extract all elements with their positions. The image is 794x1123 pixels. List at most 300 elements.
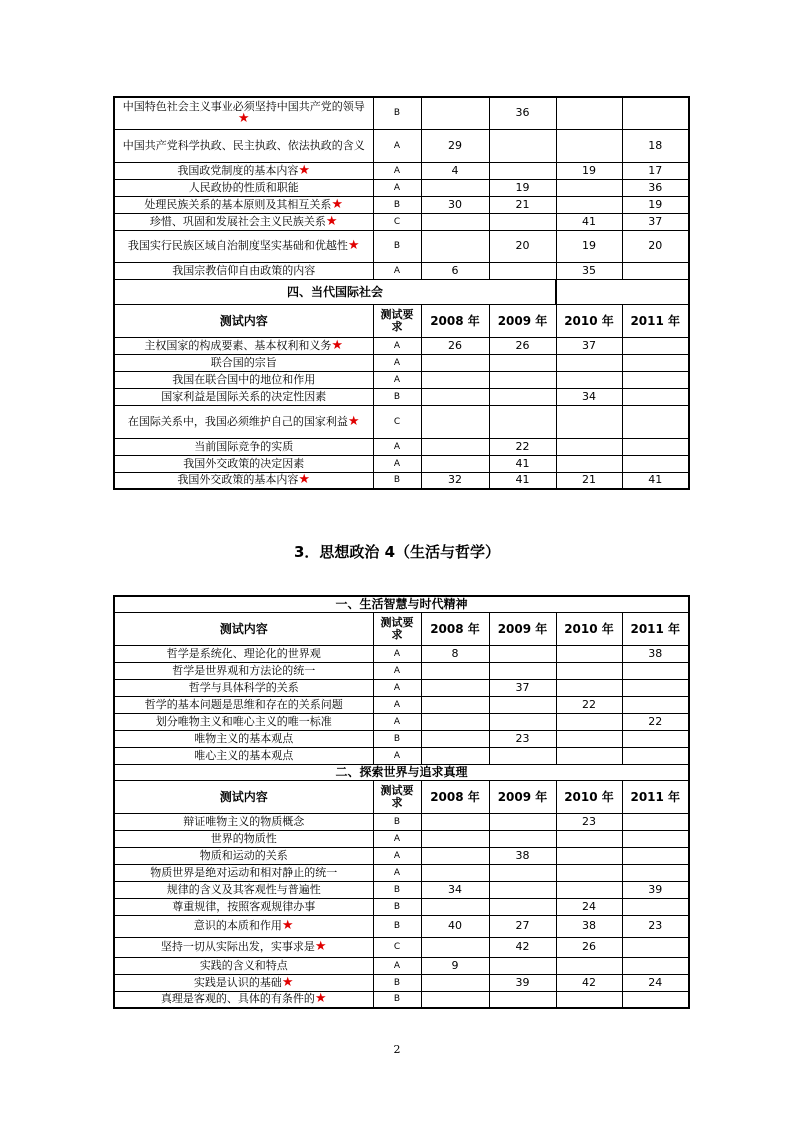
table-row — [114, 730, 689, 747]
question-number-cell-2010: 19 — [556, 162, 622, 179]
item-text: 唯物主义的基本观点 — [194, 731, 294, 745]
question-number-cell-2011 — [622, 455, 689, 472]
level-cell: A — [373, 129, 421, 162]
question-number-cell-2008 — [421, 97, 489, 129]
question-number-cell-2011 — [622, 957, 689, 974]
item-cell — [114, 730, 373, 747]
table-row — [114, 179, 689, 196]
question-number-cell-2010 — [556, 97, 622, 129]
question-number-cell-2008 — [421, 847, 489, 864]
level-cell: B — [373, 730, 421, 747]
item-cell — [114, 262, 373, 279]
level-cell: B — [373, 230, 421, 262]
question-number-cell-2010 — [556, 830, 622, 847]
header-2009: 2009 年 — [489, 612, 556, 645]
item-text: 我国政党制度的基本内容 — [177, 163, 299, 177]
question-number-cell-2011 — [622, 97, 689, 129]
item-cell — [114, 230, 373, 262]
item-text: 当前国际竞争的实质 — [194, 439, 294, 453]
item-cell — [114, 438, 373, 455]
question-number-cell-2009: 26 — [489, 337, 556, 354]
red-star-icon: ★ — [331, 337, 344, 353]
question-number-cell-2009: 27 — [489, 915, 556, 937]
question-number-cell-2009 — [489, 713, 556, 730]
level-cell: A — [373, 371, 421, 388]
question-number-cell-2010 — [556, 679, 622, 696]
item-text: 实践的含义和特点 — [199, 958, 288, 972]
question-number-cell-2010: 23 — [556, 813, 622, 830]
item-text: 我国宗教信仰自由政策的内容 — [172, 263, 316, 277]
question-number-cell-2009 — [489, 388, 556, 405]
exam-table-politics-3 — [113, 96, 690, 490]
question-number-cell-2008: 26 — [421, 337, 489, 354]
table-row — [114, 371, 689, 388]
level-cell: A — [373, 162, 421, 179]
question-number-cell-2008: 6 — [421, 262, 489, 279]
question-number-cell-2009 — [489, 129, 556, 162]
table-row — [114, 696, 689, 713]
item-cell — [114, 337, 373, 354]
header-level: 测试要求 — [373, 304, 421, 337]
question-number-cell-2008 — [421, 696, 489, 713]
question-number-cell-2011 — [622, 813, 689, 830]
question-number-cell-2010: 22 — [556, 696, 622, 713]
header-item: 测试内容 — [114, 780, 373, 813]
header-2010: 2010 年 — [556, 304, 622, 337]
table-row — [114, 438, 689, 455]
question-number-cell-2009 — [489, 262, 556, 279]
question-number-cell-2011 — [622, 337, 689, 354]
section-title: 四、当代国际社会 — [114, 279, 556, 304]
table-row — [114, 898, 689, 915]
question-number-cell-2008 — [421, 991, 489, 1008]
table-row — [114, 830, 689, 847]
table-row — [114, 455, 689, 472]
table-row — [114, 196, 689, 213]
item-cell — [114, 898, 373, 915]
item-text: 哲学是系统化、理论化的世界观 — [166, 646, 321, 660]
level-cell: A — [373, 864, 421, 881]
question-number-cell-2011 — [622, 438, 689, 455]
header-row — [114, 304, 689, 337]
page-number: 2 — [393, 1043, 401, 1056]
question-number-cell-2011: 19 — [622, 196, 689, 213]
item-cell — [114, 957, 373, 974]
question-number-cell-2009 — [489, 747, 556, 764]
header-2008: 2008 年 — [421, 612, 489, 645]
table-row — [114, 864, 689, 881]
table-row — [114, 354, 689, 371]
item-cell — [114, 162, 373, 179]
item-text: 我国外交政策的决定因素 — [183, 456, 305, 470]
item-text: 在国际关系中，我国必须维护自己的国家利益 — [127, 414, 348, 428]
level-cell: A — [373, 957, 421, 974]
question-number-cell-2010 — [556, 371, 622, 388]
section-heading: 3．思想政治 4（生活与哲学） — [293, 543, 501, 561]
question-number-cell-2009: 21 — [489, 196, 556, 213]
level-cell: B — [373, 881, 421, 898]
question-number-cell-2011 — [622, 847, 689, 864]
header-2010: 2010 年 — [556, 612, 622, 645]
level-cell: B — [373, 97, 421, 129]
question-number-cell-2009 — [489, 957, 556, 974]
question-number-cell-2008 — [421, 354, 489, 371]
table-row — [114, 747, 689, 764]
question-number-cell-2010: 35 — [556, 262, 622, 279]
question-number-cell-2009: 20 — [489, 230, 556, 262]
item-cell — [114, 813, 373, 830]
table-row — [114, 162, 689, 179]
table-row — [114, 937, 689, 957]
item-text: 我国在联合国中的地位和作用 — [172, 372, 316, 386]
item-text: 实践是认识的基础 — [193, 975, 282, 989]
red-star-icon: ★ — [314, 991, 327, 1007]
header-item: 测试内容 — [114, 304, 373, 337]
table-row — [114, 337, 689, 354]
question-number-cell-2011: 41 — [622, 472, 689, 489]
item-text: 哲学与具体科学的关系 — [188, 680, 299, 694]
question-number-cell-2010 — [556, 662, 622, 679]
question-number-cell-2011 — [622, 864, 689, 881]
table-row — [114, 129, 689, 162]
question-number-cell-2011: 36 — [622, 179, 689, 196]
question-number-cell-2009 — [489, 662, 556, 679]
header-item: 测试内容 — [114, 612, 373, 645]
item-cell — [114, 179, 373, 196]
question-number-cell-2010 — [556, 645, 622, 662]
question-number-cell-2008: 9 — [421, 957, 489, 974]
question-number-cell-2011 — [622, 354, 689, 371]
question-number-cell-2011: 39 — [622, 881, 689, 898]
item-cell — [114, 196, 373, 213]
header-row — [114, 612, 689, 645]
item-cell — [114, 881, 373, 898]
red-star-icon: ★ — [237, 111, 250, 127]
question-number-cell-2008 — [421, 864, 489, 881]
question-number-cell-2008: 30 — [421, 196, 489, 213]
level-cell: A — [373, 830, 421, 847]
level-cell: B — [373, 196, 421, 213]
item-text: 真理是客观的、具体的有条件的 — [160, 992, 315, 1006]
level-cell: A — [373, 713, 421, 730]
question-number-cell-2010: 38 — [556, 915, 622, 937]
question-number-cell-2009 — [489, 881, 556, 898]
exam-table-politics-4 — [113, 595, 690, 1009]
item-text: 划分唯物主义和唯心主义的唯一标准 — [155, 714, 332, 728]
question-number-cell-2008: 4 — [421, 162, 489, 179]
question-number-cell-2011: 37 — [622, 213, 689, 230]
header-2011: 2011 年 — [622, 612, 689, 645]
empty-cell — [556, 279, 689, 304]
question-number-cell-2009 — [489, 354, 556, 371]
level-cell: B — [373, 388, 421, 405]
item-text: 坚持一切从实际出发，实事求是 — [160, 940, 315, 953]
question-number-cell-2008 — [421, 679, 489, 696]
header-2010: 2010 年 — [556, 780, 622, 813]
question-number-cell-2008 — [421, 230, 489, 262]
question-number-cell-2011 — [622, 830, 689, 847]
question-number-cell-2009 — [489, 991, 556, 1008]
item-cell — [114, 388, 373, 405]
item-text: 唯心主义的基本观点 — [194, 748, 294, 762]
header-2009: 2009 年 — [489, 304, 556, 337]
question-number-cell-2011 — [622, 388, 689, 405]
red-star-icon: ★ — [331, 196, 344, 212]
question-number-cell-2010: 21 — [556, 472, 622, 489]
question-number-cell-2008 — [421, 830, 489, 847]
question-number-cell-2011 — [622, 937, 689, 957]
section-row — [114, 279, 689, 304]
question-number-cell-2009: 37 — [489, 679, 556, 696]
level-cell: A — [373, 662, 421, 679]
question-number-cell-2011 — [622, 371, 689, 388]
table-row — [114, 915, 689, 937]
item-cell — [114, 129, 373, 162]
question-number-cell-2011 — [622, 730, 689, 747]
question-number-cell-2009 — [489, 830, 556, 847]
question-number-cell-2011 — [622, 696, 689, 713]
item-cell — [114, 915, 373, 937]
question-number-cell-2008 — [421, 813, 489, 830]
question-number-cell-2010 — [556, 405, 622, 438]
question-number-cell-2008 — [421, 213, 489, 230]
header-2008: 2008 年 — [421, 780, 489, 813]
question-number-cell-2011: 17 — [622, 162, 689, 179]
question-number-cell-2008 — [421, 747, 489, 764]
level-cell: A — [373, 645, 421, 662]
section-row — [114, 764, 689, 780]
question-number-cell-2009 — [489, 864, 556, 881]
red-star-icon: ★ — [347, 413, 360, 429]
question-number-cell-2008 — [421, 730, 489, 747]
table-row — [114, 405, 689, 438]
level-cell: C — [373, 213, 421, 230]
level-cell: A — [373, 455, 421, 472]
question-number-cell-2008 — [421, 713, 489, 730]
level-cell: B — [373, 915, 421, 937]
question-number-cell-2011 — [622, 747, 689, 764]
item-cell — [114, 405, 373, 438]
table-row — [114, 97, 689, 129]
header-2011: 2011 年 — [622, 780, 689, 813]
table-row — [114, 262, 689, 279]
section-row — [114, 596, 689, 612]
level-cell: A — [373, 337, 421, 354]
table-row — [114, 991, 689, 1008]
question-number-cell-2010 — [556, 129, 622, 162]
question-number-cell-2008 — [421, 388, 489, 405]
question-number-cell-2009 — [489, 371, 556, 388]
level-cell: A — [373, 179, 421, 196]
question-number-cell-2011: 23 — [622, 915, 689, 937]
item-text: 哲学的基本问题是思维和存在的关系问题 — [144, 697, 343, 711]
table-row — [114, 213, 689, 230]
question-number-cell-2008 — [421, 371, 489, 388]
item-cell — [114, 974, 373, 991]
question-number-cell-2009: 23 — [489, 730, 556, 747]
item-cell — [114, 937, 373, 957]
table-row — [114, 645, 689, 662]
level-cell: C — [373, 405, 421, 438]
level-cell: B — [373, 813, 421, 830]
question-number-cell-2011 — [622, 262, 689, 279]
question-number-cell-2008 — [421, 455, 489, 472]
red-star-icon: ★ — [281, 918, 294, 933]
header-row — [114, 780, 689, 813]
question-number-cell-2010 — [556, 713, 622, 730]
item-cell — [114, 864, 373, 881]
item-text: 我国实行民族区域自治制度坚实基础和优越性 — [127, 239, 348, 252]
question-number-cell-2011: 18 — [622, 129, 689, 162]
question-number-cell-2009: 41 — [489, 455, 556, 472]
question-number-cell-2009: 39 — [489, 974, 556, 991]
question-number-cell-2009 — [489, 645, 556, 662]
question-number-cell-2008 — [421, 405, 489, 438]
item-text: 珍惜、巩固和发展社会主义民族关系 — [149, 214, 326, 228]
level-cell: A — [373, 847, 421, 864]
table-row — [114, 679, 689, 696]
question-number-cell-2011: 38 — [622, 645, 689, 662]
header-2008: 2008 年 — [421, 304, 489, 337]
table-row — [114, 713, 689, 730]
table-row — [114, 388, 689, 405]
question-number-cell-2010 — [556, 455, 622, 472]
header-level: 测试要求 — [373, 612, 421, 645]
question-number-cell-2010: 42 — [556, 974, 622, 991]
item-cell — [114, 747, 373, 764]
question-number-cell-2011: 24 — [622, 974, 689, 991]
header-2011: 2011 年 — [622, 304, 689, 337]
question-number-cell-2008: 32 — [421, 472, 489, 489]
item-text: 物质和运动的关系 — [199, 848, 288, 862]
question-number-cell-2011: 20 — [622, 230, 689, 262]
item-cell — [114, 455, 373, 472]
question-number-cell-2010 — [556, 747, 622, 764]
question-number-cell-2010 — [556, 438, 622, 455]
question-number-cell-2008 — [421, 179, 489, 196]
question-number-cell-2010 — [556, 179, 622, 196]
question-number-cell-2010 — [556, 730, 622, 747]
question-number-cell-2010 — [556, 196, 622, 213]
section-title: 二、探索世界与追求真理 — [114, 764, 689, 780]
item-cell — [114, 713, 373, 730]
question-number-cell-2010 — [556, 864, 622, 881]
question-number-cell-2009: 41 — [489, 472, 556, 489]
question-number-cell-2008 — [421, 898, 489, 915]
item-text: 中国特色社会主义事业必须坚持中国共产党的领导 — [122, 100, 365, 114]
item-cell — [114, 371, 373, 388]
table-row — [114, 662, 689, 679]
question-number-cell-2009 — [489, 813, 556, 830]
question-number-cell-2010 — [556, 881, 622, 898]
question-number-cell-2010: 34 — [556, 388, 622, 405]
question-number-cell-2011 — [622, 679, 689, 696]
red-star-icon: ★ — [347, 238, 360, 253]
level-cell: A — [373, 679, 421, 696]
level-cell: A — [373, 747, 421, 764]
question-number-cell-2009 — [489, 213, 556, 230]
question-number-cell-2010 — [556, 991, 622, 1008]
table-row — [114, 957, 689, 974]
question-number-cell-2009 — [489, 696, 556, 713]
item-text: 哲学是世界观和方法论的统一 — [172, 663, 316, 677]
question-number-cell-2011 — [622, 405, 689, 438]
table-row — [114, 847, 689, 864]
level-cell: B — [373, 991, 421, 1008]
table-row — [114, 472, 689, 489]
red-star-icon: ★ — [298, 472, 311, 488]
question-number-cell-2010: 24 — [556, 898, 622, 915]
item-cell — [114, 679, 373, 696]
item-cell — [114, 354, 373, 371]
item-text: 辩证唯物主义的物质概念 — [183, 814, 305, 828]
item-text: 世界的物质性 — [210, 831, 277, 845]
question-number-cell-2010: 41 — [556, 213, 622, 230]
item-text: 中国共产党科学执政、民主执政、依法执政的含义 — [122, 138, 365, 152]
question-number-cell-2009: 42 — [489, 937, 556, 957]
question-number-cell-2010: 37 — [556, 337, 622, 354]
level-cell: C — [373, 937, 421, 957]
table-row — [114, 813, 689, 830]
item-cell — [114, 830, 373, 847]
question-number-cell-2008: 40 — [421, 915, 489, 937]
question-number-cell-2008: 34 — [421, 881, 489, 898]
item-cell — [114, 696, 373, 713]
item-cell — [114, 991, 373, 1008]
question-number-cell-2010: 19 — [556, 230, 622, 262]
question-number-cell-2008 — [421, 937, 489, 957]
section-title: 一、生活智慧与时代精神 — [114, 596, 689, 612]
question-number-cell-2008 — [421, 974, 489, 991]
question-number-cell-2008 — [421, 438, 489, 455]
item-text: 尊重规律，按照客观规律办事 — [172, 899, 316, 913]
level-cell: B — [373, 472, 421, 489]
item-cell — [114, 847, 373, 864]
question-number-cell-2010: 26 — [556, 937, 622, 957]
question-number-cell-2009 — [489, 898, 556, 915]
table-row — [114, 230, 689, 262]
item-cell — [114, 97, 373, 129]
item-text: 意识的本质和作用 — [193, 919, 282, 932]
red-star-icon: ★ — [314, 939, 327, 954]
level-cell: A — [373, 262, 421, 279]
question-number-cell-2010 — [556, 847, 622, 864]
question-number-cell-2011 — [622, 991, 689, 1008]
level-cell: A — [373, 696, 421, 713]
item-text: 人民政协的性质和职能 — [188, 180, 299, 194]
item-cell — [114, 662, 373, 679]
item-text: 我国外交政策的基本内容 — [177, 473, 299, 487]
question-number-cell-2011 — [622, 898, 689, 915]
table-row — [114, 881, 689, 898]
question-number-cell-2009 — [489, 405, 556, 438]
item-cell — [114, 472, 373, 489]
item-text: 联合国的宗旨 — [210, 355, 277, 369]
item-text: 物质世界是绝对运动和相对静止的统一 — [150, 865, 338, 879]
question-number-cell-2011 — [622, 662, 689, 679]
question-number-cell-2008: 29 — [421, 129, 489, 162]
level-cell: A — [373, 438, 421, 455]
red-star-icon: ★ — [298, 162, 311, 178]
level-cell: A — [373, 354, 421, 371]
question-number-cell-2009 — [489, 162, 556, 179]
header-2009: 2009 年 — [489, 780, 556, 813]
level-cell: B — [373, 974, 421, 991]
item-cell — [114, 645, 373, 662]
question-number-cell-2008 — [421, 662, 489, 679]
item-text: 处理民族关系的基本原则及其相互关系 — [144, 197, 332, 211]
item-text: 主权国家的构成要素、基本权利和义务 — [144, 338, 332, 352]
